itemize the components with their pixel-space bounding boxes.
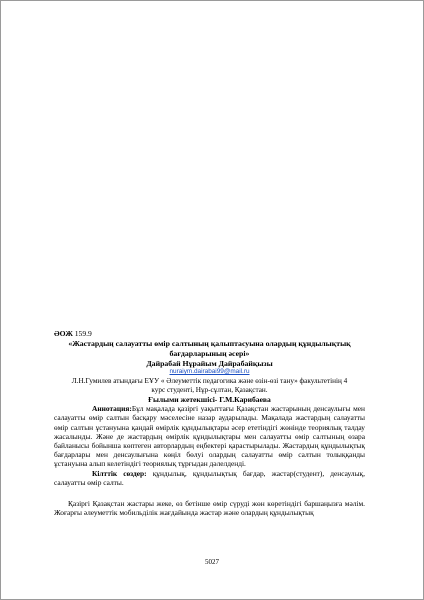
keywords-label: Кілттік сөздер: [92, 468, 147, 478]
article-header [54, 329, 365, 517]
page-number: 5027 [205, 558, 219, 566]
title-line-2: бағдарларының әсері» [169, 348, 250, 358]
affiliation-line-1: Л.Н.Гумилев атындағы ЕҰУ « Әлеуметтік педагогика және өзін-өзі тану» факультетінің 4 [71, 376, 348, 385]
udc-label: ӘОЖ [54, 329, 73, 338]
article-title [54, 339, 365, 358]
keywords-text: құндылық, құндылықтық бағдар, жастар(студент), денсаулық, салауатты өмір салты. [54, 468, 365, 487]
author-email-link[interactable]: nuraiym.dairabai99@mail.ru [169, 368, 250, 376]
abstract [54, 404, 365, 468]
abstract-text: Бұл мақалада қазіргі уақыттағы Қазақстан жастарының денсаулығы мен салауатты өмір салтын басқару мәселесіне назар аударылады. Мақалада жастардың салауатты өмір салтын ұстануына қандай өмірлік құндылықтары әсер ететіндігі жөнінде теориялық талдау жасалынды. Және де жастардың өмірлік құндылықтары мен салауатты өмір салтының өзара байланысы бойынша көптеген авторлардың еңбектері қарастырылады. Жастардың құндылықтық бағдарлары мен денсаулығына көңіл бөлуі олардың салауатты өмір салтын толыққанды ұстануына алып келетіндігі теориялық тұрғыдан дәлелденді. [54, 404, 365, 469]
supervisor: Ғылыми жетекшісі- Г.М.Карибаева [148, 395, 271, 405]
keywords [54, 469, 365, 487]
author-affiliation [54, 377, 365, 395]
affiliation-line-2: курс студенті, Нұр-сұлтан, Қазақстан. [151, 385, 268, 394]
author-name: Дайрабай Нұрайым Дайрабайқызы [146, 359, 273, 369]
abstract-label: Аннотация: [92, 404, 132, 414]
udc-line [54, 329, 365, 338]
title-line-1: «Жастардың салауатты өмір салтының қалыптасуына олардың құндылықтық [68, 339, 351, 349]
body-paragraph: Қазіргі Қазақстан жастары жеке, өз бетінше өмір сүруді жөн көретіндігі баршаңызға мәлім. Жоғарғы әлеуметтік мобильділік жағдайында жастар және олардың құндылықтық [54, 499, 365, 518]
udc-code: 159.9 [74, 329, 92, 338]
